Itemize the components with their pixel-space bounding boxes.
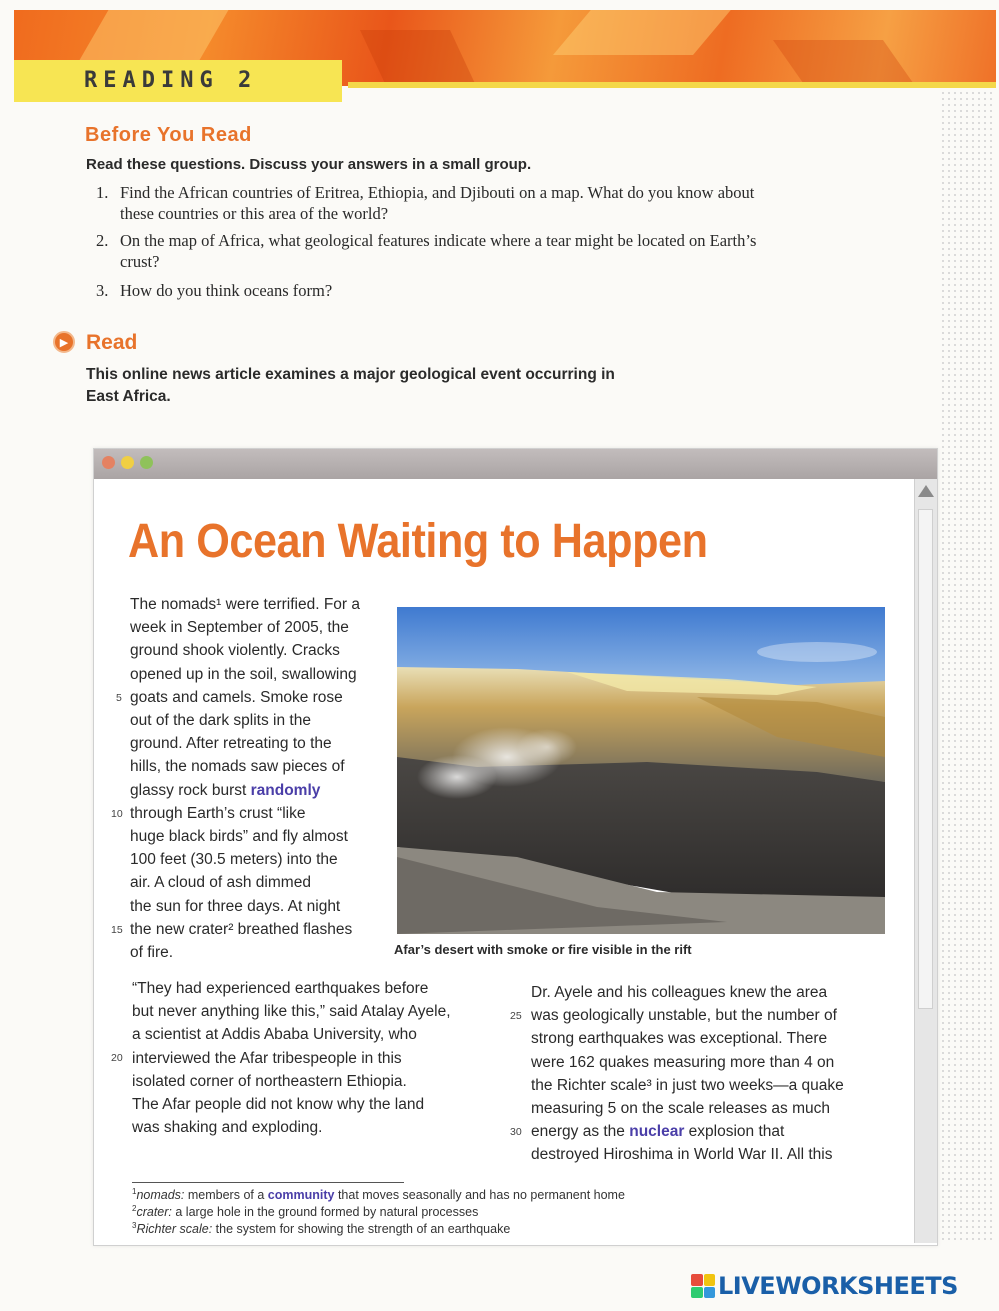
- article-title: An Ocean Waiting to Happen: [128, 515, 708, 568]
- read-description: This online news article examines a major geological event occurring in East Africa.: [86, 366, 615, 405]
- article-paragraph-2: “They had experienced earthquakes before but never anything like this,” said Atalay Ayele, a scientist at Addis Ababa University, who interviewed the Afar tribespeople in this isolated corner of northeastern Ethiopia. The Afar people did not know why the land was shaking and exploding.: [132, 980, 451, 1137]
- line-number: 10: [111, 808, 123, 820]
- article-paragraph-1: The nomads¹ were terrified. For a week in September of 2005, the ground shook violently. Cracks opened up in the soil, swallowing goats and camels. Smoke rose out of the dark splits in the ground. After retreating to the hills, the nomads saw pieces of glassy rock burst randomly through Earth’s crust “like huge black birds” and fly almost 100 feet (30.5 meters) into the air. A cloud of ash dimmed the sun for three days. At night the new crater² breathed flashes of fire.: [130, 596, 361, 962]
- article-paragraph-3: Dr. Ayele and his colleagues knew the area was geologically unstable, but the number of strong earthquakes was exceptional. There were 162 quakes measuring more than 4 on the Richter scale³ in just two weeks—a quake measuring 5 on the scale releases as much energy as the nuclear explosion that destroyed Hiroshima in World War II. All this: [531, 984, 844, 1164]
- audio-speaker-icon[interactable]: ▶: [53, 331, 75, 353]
- close-window-icon[interactable]: [102, 456, 115, 469]
- dot-pattern-margin: [940, 90, 996, 1240]
- footnote-1: $^1$nomads: members of a community that moves seasonally and has no permanent home: [132, 1187, 625, 1203]
- vocab-keyword-randomly: randomly: [250, 781, 321, 799]
- line-number: 25: [510, 1010, 522, 1022]
- footnote-2: $^2$crater: a large hole in the ground formed by natural processes: [132, 1204, 479, 1220]
- photo-caption: Afar’s desert with smoke or fire visible in the rift: [394, 942, 692, 957]
- footnote-divider: [132, 1182, 404, 1183]
- footnote-3: $^3$Richter scale: the system for showing the strength of an earthquake: [132, 1221, 511, 1237]
- scroll-up-arrow-icon[interactable]: [918, 485, 934, 497]
- liveworksheets-logo-icon: [691, 1274, 715, 1298]
- question-item: 1. Find the African countries of Eritrea, Ethiopia, and Djibouti on a map. What do you know about these countries or this area of the world?: [96, 183, 755, 223]
- question-item: 2. On the map of Africa, what geological features indicate where a tear might be located on Earth’s crust?: [96, 231, 757, 271]
- liveworksheets-watermark: [691, 1271, 958, 1301]
- banner-stripe: [348, 82, 996, 88]
- read-heading: Read: [86, 331, 138, 354]
- minimize-window-icon[interactable]: [121, 456, 134, 469]
- before-you-read-instructions: Read these questions. Discuss your answers in a small group.: [86, 156, 532, 173]
- question-item: 3. How do you think oceans form?: [96, 281, 333, 300]
- vocab-keyword-community: community: [267, 1188, 335, 1203]
- article-photo: [397, 607, 885, 934]
- line-number: 20: [111, 1052, 123, 1064]
- vocab-keyword-nuclear: nuclear: [629, 1123, 685, 1141]
- section-label: READING 2: [14, 60, 342, 102]
- maximize-window-icon[interactable]: [140, 456, 153, 469]
- line-number: 15: [111, 924, 123, 936]
- line-number: 30: [510, 1126, 522, 1138]
- watermark-text: LIVEWORKSHEETS: [718, 1272, 958, 1300]
- before-you-read-heading: Before You Read: [85, 124, 252, 146]
- question-list: [96, 182, 786, 307]
- browser-title-bar: [94, 449, 937, 479]
- scrollbar-thumb[interactable]: [918, 509, 933, 1009]
- scrollbar[interactable]: [914, 479, 937, 1243]
- line-number: 5: [116, 692, 122, 704]
